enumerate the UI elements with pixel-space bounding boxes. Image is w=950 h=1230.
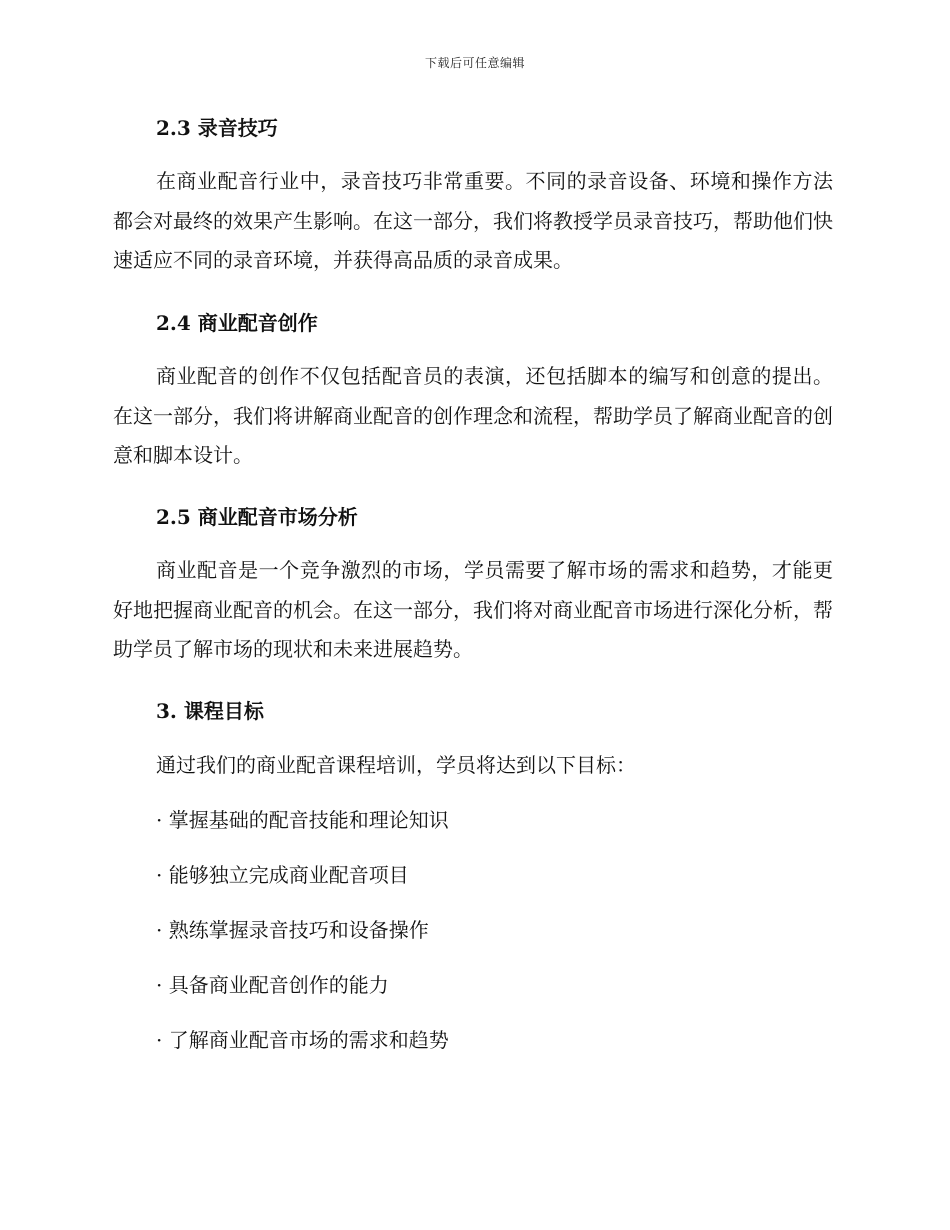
goals-intro: 通过我们的商业配音课程培训，学员将达到以下目标：	[156, 753, 636, 777]
goal-list-item: · 能够独立完成商业配音项目	[156, 863, 409, 887]
section-paragraph-2-3: 在商业配音行业中，录音技巧非常重要。不同的录音设备、环境和操作方法都会对最终的效果产生影响。在这一部分，我们将教授学员录音技巧，帮助他们快速适应不同的录音环境，并获得高品质的录音成果。	[113, 169, 833, 272]
section-heading-2-4: 2.4 商业配音创作	[156, 311, 318, 335]
goal-list-item: · 熟练掌握录音技巧和设备操作	[156, 918, 429, 942]
section-heading-3: 3. 课程目标	[156, 699, 264, 723]
section-paragraph-2-5: 商业配音是一个竞争激烈的市场，学员需要了解市场的需求和趋势，才能更好地把握商业配音的机会。在这一部分，我们将对商业配音市场进行深化分析，帮助学员了解市场的现状和未来进展趋势。	[113, 558, 833, 661]
goal-list-item: · 具备商业配音创作的能力	[156, 973, 389, 997]
goal-list-item: · 了解商业配音市场的需求和趋势	[156, 1028, 449, 1052]
section-heading-2-3: 2.3 录音技巧	[156, 116, 278, 140]
section-paragraph-2-4: 商业配音的创作不仅包括配音员的表演，还包括脚本的编写和创意的提出。在这一部分，我们将讲解商业配音的创作理念和流程，帮助学员了解商业配音的创意和脚本设计。	[113, 364, 833, 467]
page-header-note: 下载后可任意编辑	[424, 56, 525, 70]
goal-list-item: · 掌握基础的配音技能和理论知识	[156, 808, 449, 832]
section-heading-2-5: 2.5 商业配音市场分析	[156, 505, 358, 529]
